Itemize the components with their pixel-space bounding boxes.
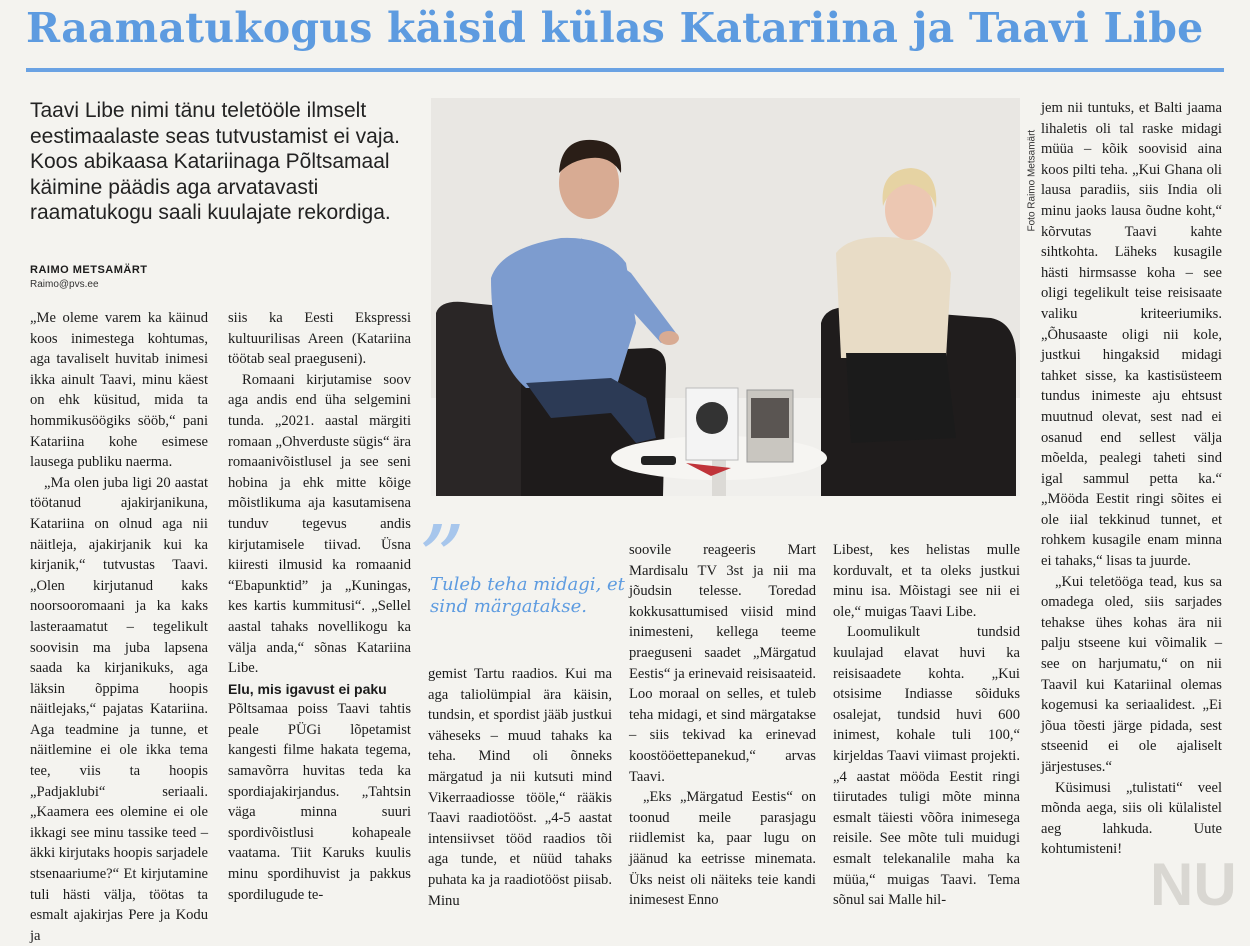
paragraph: jem nii tuntuks, et Balti jaama lihaletis oli tal raske midagi müüa – kõik soovisid aina koos pilti teha. „Kui Ghana oli lausa paradiis, siis India oli minu jaoks lausa õudne koht,“ kõrvutas Taavi kahte sihtkohta. Läheks kusagile hästi hirmsasse koha – see oligi tegelikult teise reisisaate valiku kriteeriumiks. „Õhusaaste oligi nii kole, justkui hingaksid midagi tahket sisse, ka kastisüsteem tundus inimeste aju ehtsust muutnud olevat, sest nad ei osanud end sellest välja mõelda, pealegi taheti sind igal sammul petta ka.“ „Mööda Eestit ringi sõites ei ole iial tekkinud tunnet, et rohkem kusagile enam minna ei tahaks,“ lisas ta juurde. [1041, 100, 1222, 570]
photo-credit-text: Foto Raimo Metsamärt [1026, 129, 1038, 232]
photo-credit [1022, 96, 1036, 236]
paragraph: gemist Tartu raadios. Kui ma aga taliolümpial ära käisin, tundsin, et spordist jääb justkui väheseks – muud tahaks ka teha. Mind oli õnneks märgatud ja nii kutsuti mind Vikerraadiosse tööle,“ rääkis Taavi raadiotööst. „4-5 aastat intensiivset tööd raadios tõi aga tunde, et nüüd tahaks puhata ka ja raadiotööst piisab. Minu [428, 666, 612, 909]
text-column-5 [833, 540, 1020, 911]
author-email: Raimo@pvs.ee [30, 279, 99, 290]
headline-rule [26, 68, 1224, 72]
text-column-3 [428, 664, 612, 911]
headline: Raamatukogus käisid külas Katariina ja Taavi Libe [26, 4, 1204, 52]
text-column-2 [228, 308, 411, 905]
paragraph: Libest, kes helistas mulle korduvalt, et ta oleks justkui minu isa. Mõistagi see nii ei ole,“ muigas Taavi Libe. [833, 542, 1020, 620]
subheading: Elu, mis igavust ei paku [228, 680, 387, 697]
paragraph: siis ka Eesti Ekspressi kultuurilisas Areen (Katariina töötab seal praeguseni). [228, 310, 411, 368]
paragraph: Romaani kirjutamise soov aga andis end üha selgemini tunda. „2021. aastal märgiti romaan „Ohverduste sügis“ ära romaanivõistlusel ja see seni hobina ja ehk mitte kõige mõistlikuma aja kasutamisena tunduv tegevus andis kirjutamisele tiivad. Üsna kiiresti ilmusid ka romaanid “Ebapunktid” ja „Kuningas, kes kartis kummitusi“. „Sellel aastal tahaks novellikogu ka välja anda,“ sõnas Katariina Libe. [228, 371, 411, 677]
paragraph: „Eks „Märgatud Eestis“ on toonud meile parasjagu riidlemist ka, paar lugu on jäänud ka eetrisse minemata. Üks neist oli näiteks teie kandi inimesest Enno [629, 789, 816, 909]
text-column-4 [629, 540, 816, 911]
paragraph: „Kui teletööga tead, kus sa omadega oled, siis sarjades tehakse ühes kohas ära nii palju stseene kui võimalik – see on harjumatu,“ on nii Taavil kui Katariinal olemas kogemusi ka seriaalidest. „Ei jõua tõesti järge pidada, sest stseenid ei ole ajaliselt järjestuses.“ [1041, 573, 1222, 775]
paragraph: Küsimusi „tulistati“ veel mõnda aega, siis oli külalistel aeg lahkuda. Uute kohtumisteni! [1041, 779, 1222, 858]
quote-mark-icon: ” [418, 506, 466, 613]
paragraph: „Me oleme varem ka käinud koos inimestega kohtumas, aga tavaliselt huvitab inimesi ikka ainult Taavi, minu käest on ehk küsitud, mida ta hommikusöögiks sööb,“ pani Katariina kohe esimese lausega publiku naerma. [30, 310, 208, 471]
bleed-through-text: NU [1150, 851, 1237, 918]
paragraph: Loomulikult tundsid kuulajad elavat huvi ka reisisaadete kohta. „Kui otsisime Indiasse sõiduks osalejat, tundsid huvi 600 inimest, kohale tuli 100,“ kirjeldas Taavi viimast projekti. „4 aastat mööda Eestit ringi tiirutades tuligi mõte minna esmalt täiesti võõra inimesega reisile. See mõte tuli muidugi esmalt telekanalile maha ka müüa,“ muigas Taavi. Tema sõnul sai Malle hil- [833, 624, 1020, 909]
paragraph: soovile reageeris Mart Mardisalu TV 3st ja nii ma jõudsin telesse. Toredad kokkusattumised viisid mind inimesteni, kellega teeme praeguseni saadet „Märgatud Eestis“ ja erinevaid reisisaateid. Loo moraal on selles, et tuleb teha midagi, et sind märgatakse – siis tekivad ka erinevad koostööettepanekud,“ arvas Taavi. [629, 542, 816, 785]
paragraph: „Ma olen juba ligi 20 aastat töötanud ajakirjanikuna, Katariina on olnud aga nii näitleja, ajakirjanik kui ka kirjanik,“ tutvustas Taavi. „Olen kirjutanud kaks noorsooromaani ja ka kaks lasteraamatut – tegelikult soovisin ma juba lapsena saada ka kirjanikuks, aga läksin õppima hoopis näitlejaks,“ pajatas Katariina. Aga teadmine ja tunne, et näitlemine ei ole ikka tema tee, viis ta hoopis „Padjaklubi“ seriaali. „Kaamera ees olemine ei ole ikkagi see minu tassike teed – äkki kirjutaks hoopis sarjadele stsenaariume?“ Et kirjutamine tuli hästi välja, töötas ta esmalt ajakirjas Pere ja Kodu ja [30, 474, 208, 944]
lead-paragraph: Taavi Libe nimi tänu teletööle ilmselt eestimaalaste seas tutvustamist ei vaja. Koos abikaasa Katariinaga Põltsamaal käimine päädis aga arvatavasti raamatukogu saali kuulajate rekordiga. [30, 99, 401, 224]
text-column-1 [30, 308, 208, 946]
text-column-6 [1041, 98, 1222, 860]
photo-illustration [431, 98, 1020, 496]
pull-quote: Tuleb teha midagi, et sind märgatakse. [430, 574, 625, 617]
byline: RAIMO METSAMÄRT [30, 264, 148, 276]
paragraph: Põltsamaa poiss Taavi tahtis peale PÜGi lõpetamist kangesti filme hakata tegema, samavõrra huvitas teda ka spordiajakirjandus. „Tahtsin väga minna suuri spordivõistlusi kohapeale vaatama. Tiit Karuks kuulis minu spordihuvist ja pakkus spordilugude te- [228, 701, 411, 903]
article-photo [431, 98, 1020, 496]
